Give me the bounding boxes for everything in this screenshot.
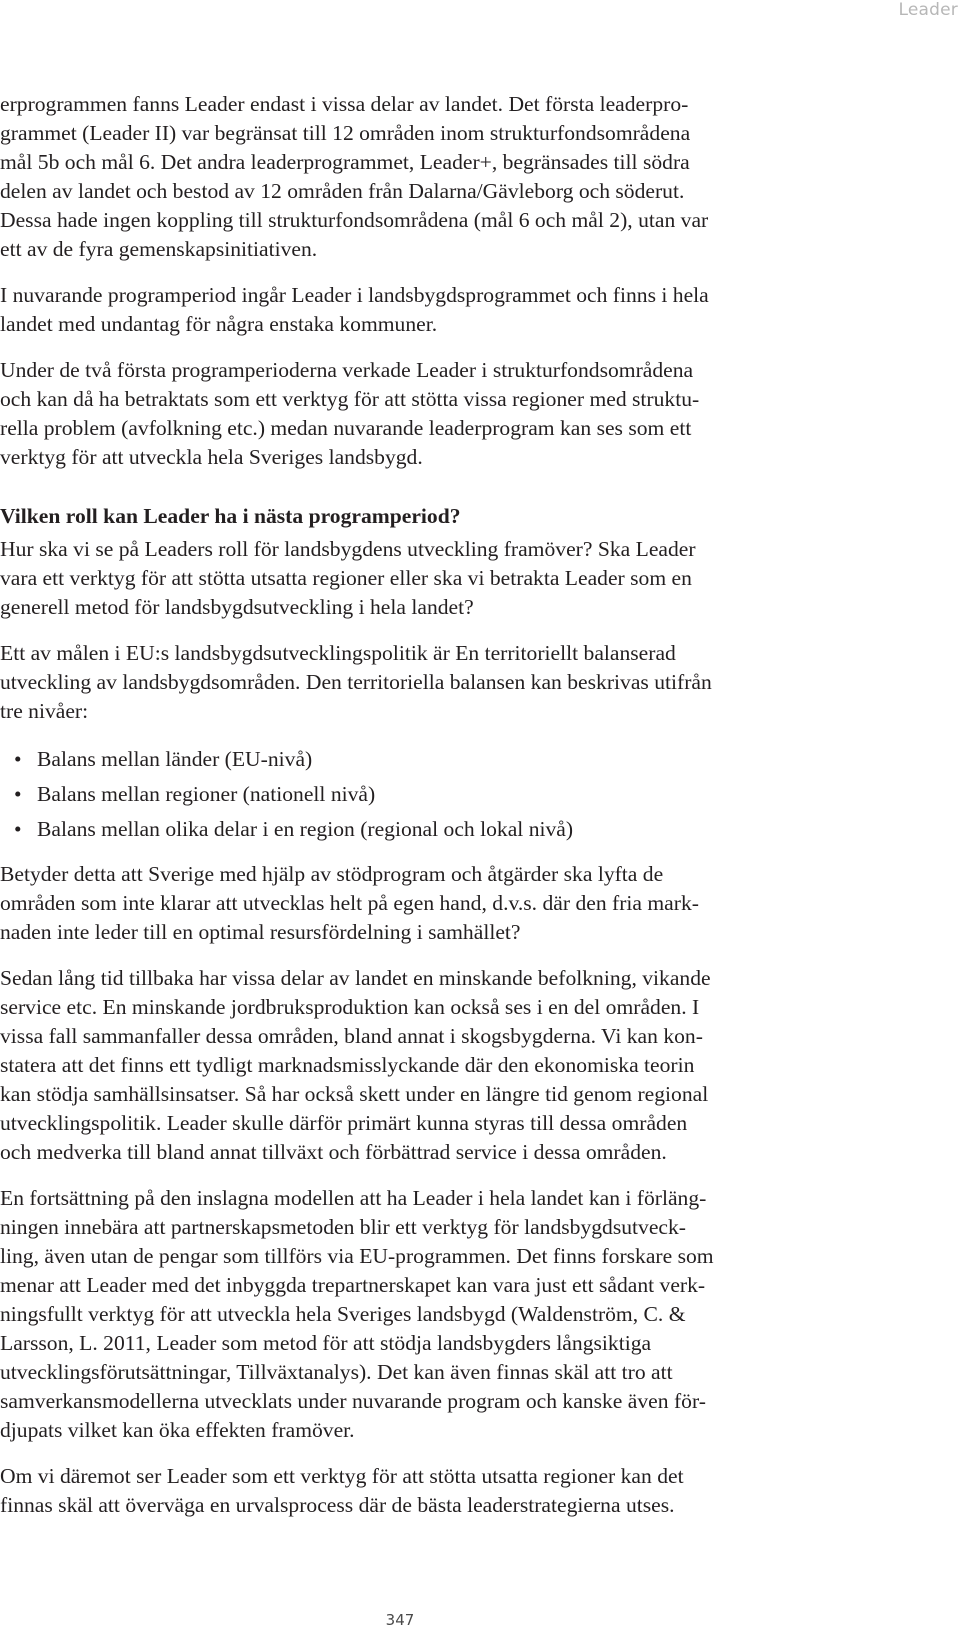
list-item	[0, 815, 960, 844]
text-line: grammet (Leader II) var begränsat till 12 områden inom strukturfondsområdena	[0, 121, 691, 145]
running-header-title: Leader	[898, 0, 958, 20]
text-line: Hur ska vi se på Leaders roll för landsbygdens utveckling framöver? Ska Leader	[0, 537, 696, 561]
section-heading: Vilken roll kan Leader ha i nästa programperiod?	[0, 504, 461, 528]
bullet-icon: •	[14, 782, 22, 806]
text-line: Betyder detta att Sverige med hjälp av stödprogram och åtgärder ska lyfta de	[0, 862, 664, 886]
paragraph-eu-goal	[0, 639, 960, 726]
text-line: Ett av målen i EU:s landsbygdsutvecklingspolitik är En territoriellt balanserad	[0, 641, 676, 665]
text-line: Under de två första programperioderna verkade Leader i strukturfondsområdena	[0, 358, 694, 382]
text-line: Dessa hade ingen koppling till strukturfondsområdena (mål 6 och mål 2), utan var	[0, 208, 709, 232]
bullet-icon: •	[14, 747, 22, 771]
paragraph-declining-regions	[0, 964, 960, 1167]
paragraph-sweden-support	[0, 860, 960, 947]
paragraph-intro-history	[0, 90, 960, 264]
text-line: och medverka till bland annat tillväxt och förbättrad service i dessa områden.	[0, 1140, 667, 1164]
text-line: djupats vilket kan öka effekten framöver.	[0, 1418, 355, 1442]
text-line: mål 5b och mål 6. Det andra leaderprogrammet, Leader+, begränsades till södra	[0, 150, 690, 174]
text-line: Om vi däremot ser Leader som ett verktyg för att stötta utsatta regioner kan det	[0, 1464, 684, 1488]
text-line: ningen innebära att partnerskapsmetoden blir ett verktyg för landsbygdsutveck-	[0, 1215, 686, 1239]
text-line: områden som inte klarar att utvecklas helt på egen hand, d.v.s. där den fria mark-	[0, 891, 699, 915]
page-body	[0, 90, 960, 1520]
list-item-text: Balans mellan länder (EU-nivå)	[37, 747, 313, 771]
page-number: 347	[385, 1611, 415, 1629]
text-line: utveckling av landsbygdsområden. Den territoriella balansen kan beskrivas utifrån	[0, 670, 712, 694]
text-line: landet med undantag för några enstaka kommuner.	[0, 312, 438, 336]
text-line: I nuvarande programperiod ingår Leader i landsbygdsprogrammet och finns i hela	[0, 283, 709, 307]
text-line: ningsfullt verktyg för att utveckla hela Sveriges landsbygd (Waldenström, C. &	[0, 1302, 686, 1326]
text-line: ett av de fyra gemenskapsinitiativen.	[0, 237, 318, 261]
text-line: Larsson, L. 2011, Leader som metod för att stödja landsbygders långsiktiga	[0, 1331, 652, 1355]
text-line: delen av landet och bestod av 12 områden från Dalarna/Gävleborg och söderut.	[0, 179, 685, 203]
text-line: tre nivåer:	[0, 699, 89, 723]
list-item-text: Balans mellan olika delar i en region (regional och lokal nivå)	[37, 817, 574, 841]
text-line: naden inte leder till en optimal resursfördelning i samhället?	[0, 920, 521, 944]
paragraph-current-period	[0, 281, 960, 339]
text-line: vara ett verktyg för att stötta utsatta regioner eller ska vi betrakta Leader som en	[0, 566, 692, 590]
bullet-icon: •	[14, 817, 22, 841]
list-item-text: Balans mellan regioner (nationell nivå)	[37, 782, 376, 806]
text-line: En fortsättning på den inslagna modellen att ha Leader i hela landet kan i förläng-	[0, 1186, 707, 1210]
text-line: ling, även utan de pengar som tillförs via EU-programmen. Det finns forskare som	[0, 1244, 714, 1268]
text-line: menar att Leader med det inbyggda trepartnerskapet kan vara just ett sådant verk-	[0, 1273, 706, 1297]
text-line: service etc. En minskande jordbruksproduktion kan också ses i en del områden. I	[0, 995, 700, 1019]
balance-levels-list	[0, 743, 960, 844]
paragraph-leader-role-question	[0, 535, 960, 622]
text-line: kan stödja samhällsinsatser. Så har också skett under en längre tid genom regional	[0, 1082, 709, 1106]
text-line: vissa fall sammanfaller dessa områden, bland annat i skogsbygderna. Vi kan kon-	[0, 1024, 703, 1048]
text-line: och kan då ha betraktats som ett verktyg för att stötta vissa regioner med struktu-	[0, 387, 700, 411]
text-line: statera att det finns ett tydligt marknadsmisslyckande där den ekonomiska teorin	[0, 1053, 695, 1077]
list-item	[0, 745, 960, 774]
text-line: utvecklingsförutsättningar, Tillväxtanalys). Det kan även finnas skäl att tro att	[0, 1360, 673, 1384]
text-line: Sedan lång tid tillbaka har vissa delar av landet en minskande befolkning, vikande	[0, 966, 711, 990]
text-line: generell metod för landsbygdsutveckling i hela landet?	[0, 595, 474, 619]
list-item	[0, 780, 960, 809]
text-line: erprogrammen fanns Leader endast i vissa delar av landet. Det första leaderpro-	[0, 92, 689, 116]
paragraph-first-periods	[0, 356, 960, 472]
text-line: verktyg för att utveckla hela Sveriges landsbygd.	[0, 445, 423, 469]
text-line: samverkansmodellerna utvecklats under nuvarande program och kanske även för-	[0, 1389, 706, 1413]
text-line: rella problem (avfolkning etc.) medan nuvarande leaderprogram kan ses som ett	[0, 416, 692, 440]
text-line: utvecklingspolitik. Leader skulle därför primärt kunna styras till dessa områden	[0, 1111, 688, 1135]
text-line: finnas skäl att överväga en urvalsprocess där de bästa leaderstrategierna utses.	[0, 1493, 675, 1517]
paragraph-selection-process	[0, 1462, 960, 1520]
paragraph-partnership-method	[0, 1184, 960, 1445]
